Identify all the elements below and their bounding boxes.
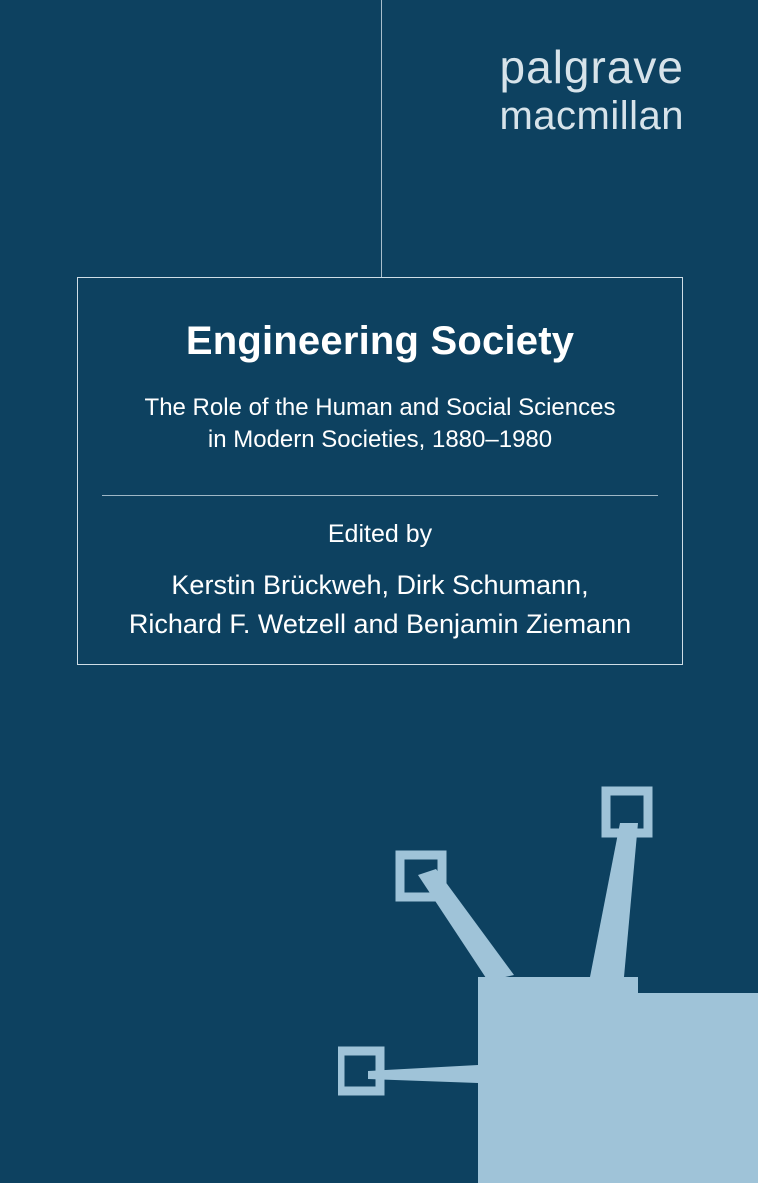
- book-subtitle-line-1: The Role of the Human and Social Sciences: [144, 394, 616, 421]
- network-node-diagram-icon: [338, 783, 758, 1183]
- book-subtitle: [78, 392, 682, 457]
- logo-vertical-rule: [381, 0, 382, 278]
- edited-by-label: Edited by: [327, 519, 433, 548]
- book-title: Engineering Society: [185, 319, 575, 363]
- title-box-content: [78, 278, 682, 644]
- title-box: [77, 277, 683, 665]
- book-subtitle-line-2: in Modern Societies, 1880–1980: [207, 426, 553, 454]
- editors-list: [78, 566, 682, 644]
- editors-line-2: Richard F. Wetzell and Benjamin Ziemann: [128, 608, 632, 639]
- title-divider: [102, 495, 658, 496]
- publisher-name-line2: macmillan: [499, 94, 684, 138]
- publisher-name-line1: palgrave: [499, 41, 684, 93]
- editors-line-1: Kerstin Brückweh, Dirk Schumann,: [171, 569, 589, 600]
- publisher-logo: [0, 41, 684, 138]
